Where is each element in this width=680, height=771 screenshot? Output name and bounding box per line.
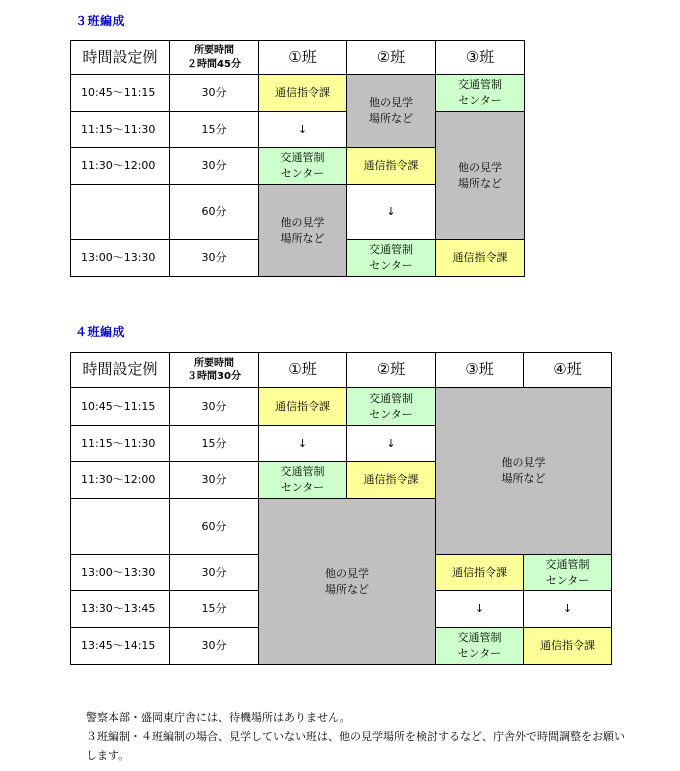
schedule-table-3-teams <box>70 40 525 277</box>
cell-dispatch: 通信指令課 <box>259 388 347 426</box>
header-team-4: ④班 <box>524 353 612 388</box>
table-header-row <box>71 353 612 388</box>
cell-traffic-center: 交通管制 センター <box>436 628 524 665</box>
duration-cell: 30分 <box>170 628 259 665</box>
arrow-down-icon: ↓ <box>347 426 436 462</box>
time-cell: 11:30～12:00 <box>71 462 170 499</box>
time-cell: 13:45～14:15 <box>71 628 170 665</box>
cell-traffic-center: 交通管制 センター <box>259 462 347 499</box>
duration-cell: 30分 <box>170 388 259 426</box>
time-cell: 11:15～11:30 <box>71 112 170 148</box>
arrow-down-icon: ↓ <box>347 185 436 240</box>
time-cell: 10:45～11:15 <box>71 388 170 426</box>
cell-other-place: 他の見学 場所など <box>347 75 436 148</box>
cell-other-place: 他の見学 場所など <box>436 388 612 555</box>
table-row <box>71 75 525 112</box>
arrow-down-icon: ↓ <box>436 591 524 628</box>
time-cell <box>71 185 170 240</box>
cell-dispatch: 通信指令課 <box>436 555 524 591</box>
duration-cell: 15分 <box>170 591 259 628</box>
cell-other-place: 他の見学 場所など <box>259 499 436 665</box>
section-title-3-teams: ３班編成 <box>75 14 126 28</box>
time-cell: 10:45～11:15 <box>71 75 170 112</box>
schedule-table-4-teams <box>70 352 612 665</box>
duration-cell: 60分 <box>170 499 259 555</box>
cell-traffic-center: 交通管制 センター <box>347 240 436 277</box>
header-team-1: ①班 <box>259 353 347 388</box>
duration-cell: 30分 <box>170 240 259 277</box>
duration-cell: 30分 <box>170 75 259 112</box>
cell-traffic-center: 交通管制 センター <box>436 75 525 112</box>
cell-other-place: 他の見学 場所など <box>259 185 347 277</box>
header-time-example: 時間設定例 <box>71 41 170 75</box>
header-team-3: ③班 <box>436 353 524 388</box>
duration-cell: 15分 <box>170 112 259 148</box>
arrow-down-icon: ↓ <box>259 426 347 462</box>
cell-dispatch: 通信指令課 <box>347 462 436 499</box>
time-cell: 13:00～13:30 <box>71 240 170 277</box>
duration-cell: 30分 <box>170 148 259 185</box>
header-required-time: 所要時間 ３時間30分 <box>170 353 259 388</box>
time-cell: 13:00～13:30 <box>71 555 170 591</box>
table-row <box>71 388 612 426</box>
duration-cell: 15分 <box>170 426 259 462</box>
table-header-row <box>71 41 525 75</box>
duration-cell: 30分 <box>170 555 259 591</box>
arrow-down-icon: ↓ <box>259 112 347 148</box>
note-no-waiting-area: 警察本部・盛岡東庁舎には、待機場所はありません。 <box>86 711 351 724</box>
cell-dispatch: 通信指令課 <box>524 628 612 665</box>
note-time-adjustment: ３班編制・４班編制の場合、見学していない班は、他の見学場所を検討するなど、庁舎外で時間調整をお願いします。 <box>86 730 625 762</box>
cell-traffic-center: 交通管制 センター <box>347 388 436 426</box>
header-required-time: 所要時間 ２時間45分 <box>170 41 259 75</box>
cell-other-place: 他の見学 場所など <box>436 112 525 240</box>
cell-dispatch: 通信指令課 <box>259 75 347 112</box>
time-cell: 11:15～11:30 <box>71 426 170 462</box>
header-team-1: ①班 <box>259 41 347 75</box>
header-team-2: ②班 <box>347 353 436 388</box>
header-team-2: ②班 <box>347 41 436 75</box>
time-cell: 11:30～12:00 <box>71 148 170 185</box>
duration-cell: 30分 <box>170 462 259 499</box>
header-team-3: ③班 <box>436 41 525 75</box>
cell-dispatch: 通信指令課 <box>347 148 436 185</box>
section-title-4-teams: ４班編成 <box>75 325 126 339</box>
table-row <box>71 112 525 148</box>
header-time-example: 時間設定例 <box>71 353 170 388</box>
cell-traffic-center: 交通管制 センター <box>524 555 612 591</box>
arrow-down-icon: ↓ <box>524 591 612 628</box>
time-cell <box>71 499 170 555</box>
cell-traffic-center: 交通管制 センター <box>259 148 347 185</box>
notes <box>86 708 626 765</box>
time-cell: 13:30～13:45 <box>71 591 170 628</box>
cell-dispatch: 通信指令課 <box>436 240 525 277</box>
duration-cell: 60分 <box>170 185 259 240</box>
